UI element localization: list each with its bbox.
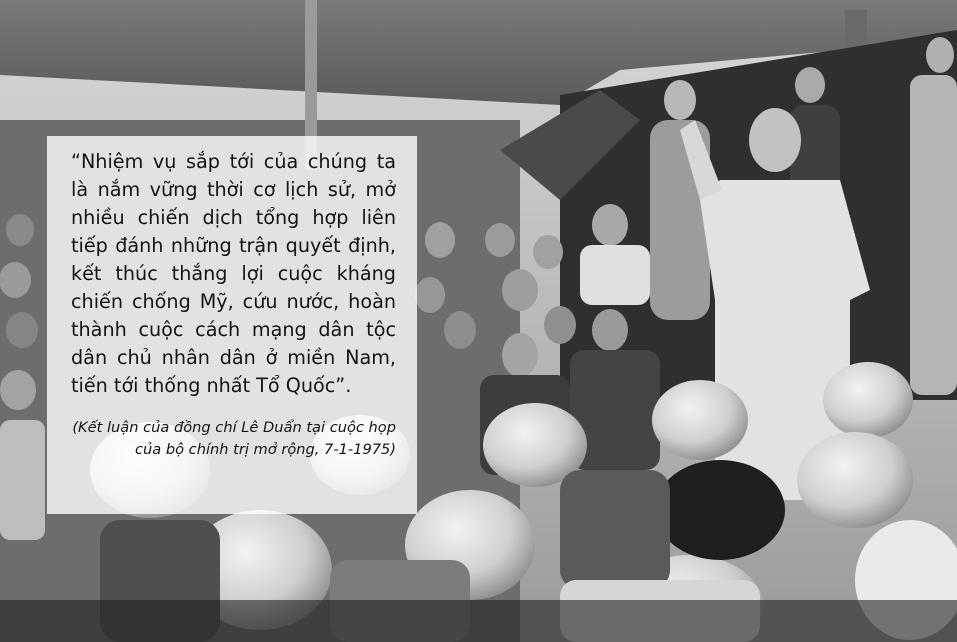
quote-box	[47, 136, 417, 514]
speaker-head	[749, 108, 801, 172]
person-body	[910, 75, 957, 395]
person-head	[664, 80, 696, 120]
person-head	[795, 67, 825, 103]
quote-attribution: (Kết luận của đồng chí Lê Duẩn tại cuộc họp của bộ chính trị mở rộng, 7-1-1975)	[72, 419, 396, 458]
person-head	[926, 37, 954, 73]
quote-text: “Nhiệm vụ sắp tới của chúng ta là nắm vững thời cơ lịch sử, mở nhiều chiến dịch tổng hợp liên tiếp đánh những trận quyết định, kết thúc thắng lợi cuộc kháng chiến chống Mỹ, cứu nước, hoàn thành cuộc cách mạng dân tộc dân chủ nhân dân ở miền Nam, tiến tới thống nhất Tổ Quốc”.	[71, 150, 396, 397]
